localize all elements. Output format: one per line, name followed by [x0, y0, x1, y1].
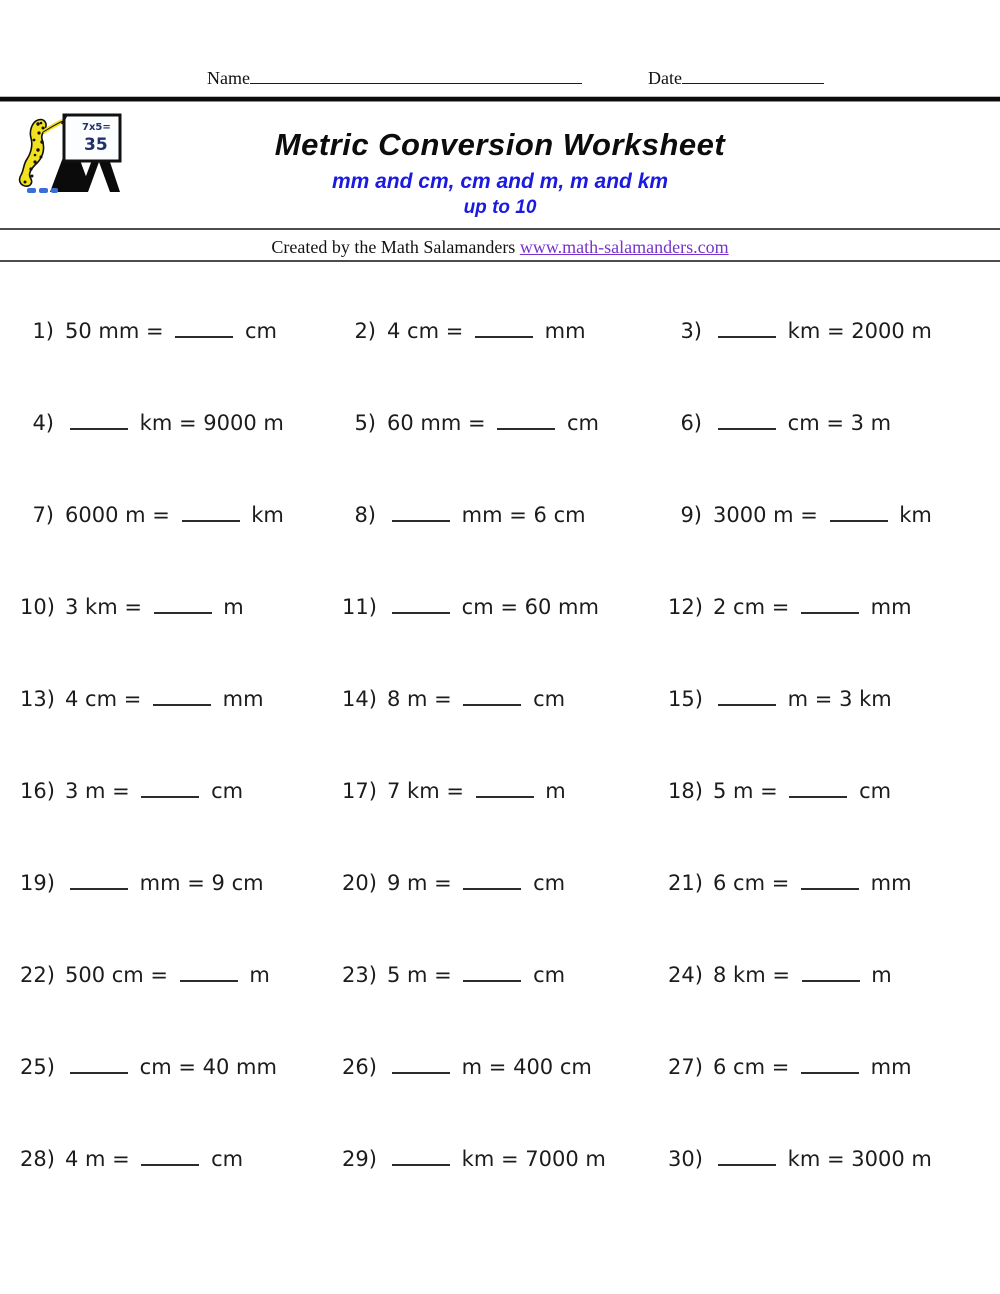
answer-blank: [392, 1164, 450, 1166]
problem-item: [668, 503, 980, 527]
problem-text: 9 m = cm: [387, 871, 566, 895]
answer-blank: [476, 796, 534, 798]
problem-number: 26): [342, 1055, 377, 1079]
problem-number: 3): [680, 319, 702, 343]
problem-item: [20, 1147, 342, 1171]
problem-number: 10): [20, 595, 55, 619]
problem-text: cm = 40 mm: [65, 1055, 277, 1079]
problem-text: km = 3000 m: [713, 1147, 932, 1171]
problem-number: 14): [342, 687, 377, 711]
problem-number: 7): [32, 503, 54, 527]
problem-number: 28): [20, 1147, 55, 1171]
problem-text: 4 cm = mm: [65, 687, 264, 711]
problem-item: [668, 779, 980, 803]
problem-item: [342, 595, 668, 619]
problem-number: 27): [668, 1055, 703, 1079]
answer-blank: [392, 612, 450, 614]
answer-blank: [392, 1072, 450, 1074]
problem-number: 22): [20, 963, 55, 987]
answer-blank: [154, 612, 212, 614]
answer-blank: [153, 704, 211, 706]
answer-blank: [463, 888, 521, 890]
problem-number: 23): [342, 963, 377, 987]
problem-item: [342, 963, 668, 987]
problem-text: mm = 9 cm: [65, 871, 264, 895]
name-field: [207, 68, 582, 89]
name-date-row: [0, 68, 1000, 94]
problem-item: [20, 779, 342, 803]
problem-text: 5 m = cm: [387, 963, 566, 987]
problem-item: [20, 595, 342, 619]
problem-item: [668, 871, 980, 895]
problem-number: 9): [680, 503, 702, 527]
answer-blank: [141, 1164, 199, 1166]
answer-blank: [175, 336, 233, 338]
answer-blank: [70, 1072, 128, 1074]
problem-number: 24): [668, 963, 703, 987]
problem-item: [20, 1055, 342, 1079]
problem-number: 16): [20, 779, 55, 803]
problem-item: [20, 319, 342, 343]
answer-blank: [463, 980, 521, 982]
problem-number: 4): [32, 411, 54, 435]
problem-number: 11): [342, 595, 377, 619]
problem-item: [668, 687, 980, 711]
answer-blank: [392, 520, 450, 522]
problem-text: mm = 6 cm: [387, 503, 586, 527]
problem-item: [668, 595, 980, 619]
problem-text: m = 400 cm: [387, 1055, 592, 1079]
problem-text: cm = 60 mm: [387, 595, 599, 619]
problem-item: [342, 1055, 668, 1079]
logo-board-value-text: 35: [84, 135, 108, 155]
logo-board-top-text: 7x5=: [82, 122, 111, 133]
answer-blank: [70, 888, 128, 890]
problem-text: 7 km = m: [387, 779, 566, 803]
problem-text: km = 2000 m: [713, 319, 932, 343]
problem-number: 18): [668, 779, 703, 803]
answer-blank: [475, 336, 533, 338]
problem-item: [20, 687, 342, 711]
date-blank-line: [682, 83, 824, 84]
problem-number: 29): [342, 1147, 377, 1171]
problem-text: 6 cm = mm: [713, 871, 912, 895]
problem-item: [342, 503, 668, 527]
answer-blank: [801, 888, 859, 890]
problem-number: 15): [668, 687, 703, 711]
date-field: [648, 68, 824, 89]
answer-blank: [718, 428, 776, 430]
problem-item: [668, 411, 980, 435]
header-divider-thick: [0, 96, 1000, 102]
problem-text: 6000 m = km: [65, 503, 284, 527]
problem-text: 8 km = m: [713, 963, 892, 987]
problem-item: [342, 779, 668, 803]
problem-text: m = 3 km: [713, 687, 892, 711]
problem-item: [668, 1055, 980, 1079]
problem-text: 5 m = cm: [713, 779, 892, 803]
problem-number: 21): [668, 871, 703, 895]
problem-item: [342, 411, 668, 435]
name-blank-line: [250, 83, 582, 84]
answer-blank: [830, 520, 888, 522]
page-subtitle: mm and cm, cm and m, m and km: [331, 170, 669, 193]
answer-blank: [180, 980, 238, 982]
problem-item: [20, 411, 342, 435]
problem-number: 6): [680, 411, 702, 435]
credit-text: Created by the Math Salamanders: [271, 237, 516, 257]
answer-blank: [718, 336, 776, 338]
problem-text: 3 km = m: [65, 595, 244, 619]
problem-number: 30): [668, 1147, 703, 1171]
problem-item: [668, 319, 980, 343]
problem-item: [20, 503, 342, 527]
answer-blank: [802, 980, 860, 982]
page-title: Metric Conversion Worksheet: [274, 127, 726, 162]
answer-blank: [801, 1072, 859, 1074]
answer-blank: [141, 796, 199, 798]
problem-text: 3000 m = km: [713, 503, 932, 527]
answer-blank: [70, 428, 128, 430]
logo-salamander-eye: [40, 122, 43, 125]
credit-divider-bottom: [0, 260, 1000, 262]
problem-text: 500 cm = m: [65, 963, 270, 987]
page-range-label: up to 10: [463, 197, 537, 218]
problem-number: 5): [354, 411, 376, 435]
problem-number: 25): [20, 1055, 55, 1079]
answer-blank: [463, 704, 521, 706]
problem-number: 1): [32, 319, 54, 343]
answer-blank: [497, 428, 555, 430]
problem-text: 2 cm = mm: [713, 595, 912, 619]
problem-text: 60 mm = cm: [387, 411, 599, 435]
credit-divider-top: [0, 228, 1000, 230]
problem-item: [20, 871, 342, 895]
problem-item: [668, 963, 980, 987]
problem-number: 20): [342, 871, 377, 895]
problem-item: [342, 687, 668, 711]
problem-text: km = 7000 m: [387, 1147, 606, 1171]
credit-line: [0, 237, 1000, 258]
problem-item: [668, 1147, 980, 1171]
problem-number: 17): [342, 779, 377, 803]
problem-number: 8): [354, 503, 376, 527]
problem-number: 19): [20, 871, 55, 895]
problem-item: [342, 871, 668, 895]
problem-number: 2): [354, 319, 376, 343]
answer-blank: [789, 796, 847, 798]
credit-link[interactable]: www.math-salamanders.com: [519, 237, 729, 257]
problem-number: 12): [668, 595, 703, 619]
date-label: Date: [648, 68, 682, 88]
problem-text: 4 m = cm: [65, 1147, 244, 1171]
problem-text: cm = 3 m: [713, 411, 891, 435]
problem-text: 3 m = cm: [65, 779, 244, 803]
problem-text: 4 cm = mm: [387, 319, 586, 343]
problem-text: 8 m = cm: [387, 687, 566, 711]
answer-blank: [718, 704, 776, 706]
problem-item: [20, 963, 342, 987]
problem-text: 50 mm = cm: [65, 319, 277, 343]
problem-text: km = 9000 m: [65, 411, 284, 435]
problem-number: 13): [20, 687, 55, 711]
answer-blank: [801, 612, 859, 614]
problems-grid: [20, 285, 980, 1205]
answer-blank: [182, 520, 240, 522]
problem-text: 6 cm = mm: [713, 1055, 912, 1079]
problem-item: [342, 319, 668, 343]
problem-item: [342, 1147, 668, 1171]
name-label: Name: [207, 68, 250, 88]
answer-blank: [718, 1164, 776, 1166]
